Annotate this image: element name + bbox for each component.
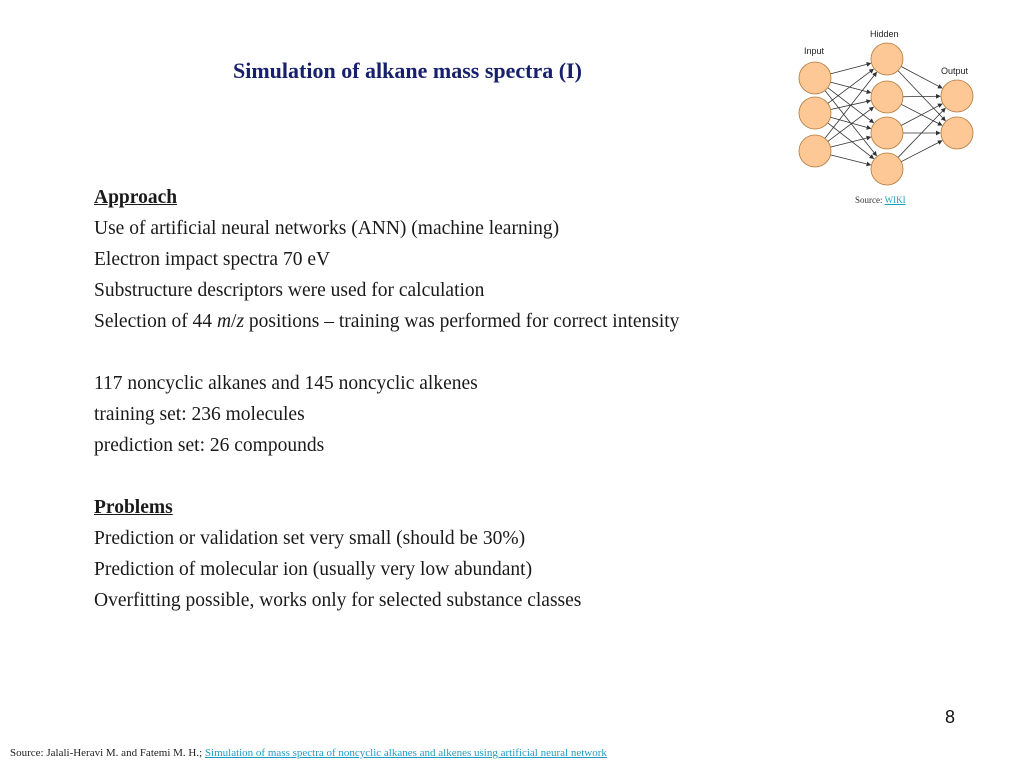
approach-line-selection	[94, 306, 894, 337]
mz-z: z	[236, 311, 245, 332]
network-edge	[831, 137, 871, 147]
network-edges	[825, 63, 945, 165]
problems-line-molecular-ion: Prediction of molecular ion (usually very low abundant)	[94, 559, 533, 580]
network-edge	[898, 71, 945, 121]
network-edge	[828, 69, 874, 103]
hidden-node	[871, 43, 903, 75]
dataset-line-training: training set: 236 molecules	[94, 404, 305, 425]
network-edge	[901, 141, 942, 162]
page-number: 8	[945, 707, 956, 727]
input-node	[799, 135, 831, 167]
dataset-line-compounds: 117 noncyclic alkanes and 145 noncyclic alkenes	[94, 373, 478, 394]
input-layer-label: Input	[804, 46, 825, 56]
output-node	[941, 80, 973, 112]
mz-slash: /	[231, 311, 237, 332]
network-edge	[831, 155, 871, 165]
hidden-node	[871, 153, 903, 185]
output-node	[941, 117, 973, 149]
problems-heading: Problems	[94, 497, 173, 518]
neural-network-svg	[788, 22, 988, 192]
input-node	[799, 97, 831, 129]
problems-line-validation: Prediction or validation set very small (should be 30%)	[94, 528, 526, 549]
footer-source-prefix: Source: Jalali-Heravi M. and Fatemi M. H.;	[10, 747, 205, 759]
selection-text-start: Selection of 44	[94, 311, 217, 332]
spacer	[94, 461, 894, 492]
output-layer-label: Output	[941, 66, 969, 76]
figure-source-link[interactable]: WIKI	[884, 195, 906, 205]
mz-m: m	[216, 311, 232, 332]
dataset-line-prediction: prediction set: 26 compounds	[94, 435, 325, 456]
network-edge	[828, 107, 874, 141]
network-edge	[901, 66, 942, 88]
approach-heading: Approach	[94, 187, 178, 208]
network-nodes	[799, 43, 973, 185]
slide-title: Simulation of alkane mass spectra (I)	[233, 58, 582, 83]
input-node	[799, 62, 831, 94]
selection-text-end: positions – training was performed for correct intensity	[244, 311, 680, 332]
network-edge	[828, 123, 874, 159]
hidden-node	[871, 117, 903, 149]
network-edge	[830, 63, 870, 74]
neural-network-diagram	[788, 22, 988, 192]
approach-line-descriptors: Substructure descriptors were used for calculation	[94, 280, 485, 301]
network-edge	[830, 117, 870, 128]
network-edge	[903, 96, 940, 97]
footer-source	[10, 747, 607, 759]
slide-body	[94, 182, 894, 616]
figure-source-prefix: Source:	[855, 195, 885, 205]
approach-line-spectra: Electron impact spectra 70 eV	[94, 249, 331, 270]
spacer	[94, 337, 894, 368]
hidden-node	[871, 81, 903, 113]
footer-source-link[interactable]: Simulation of mass spectra of noncyclic alkanes and alkenes using artificial neural network	[204, 747, 607, 759]
approach-line-ann: Use of artificial neural networks (ANN) (machine learning)	[94, 218, 560, 239]
hidden-layer-label: Hidden	[870, 29, 899, 39]
problems-line-overfitting: Overfitting possible, works only for selected substance classes	[94, 590, 582, 611]
